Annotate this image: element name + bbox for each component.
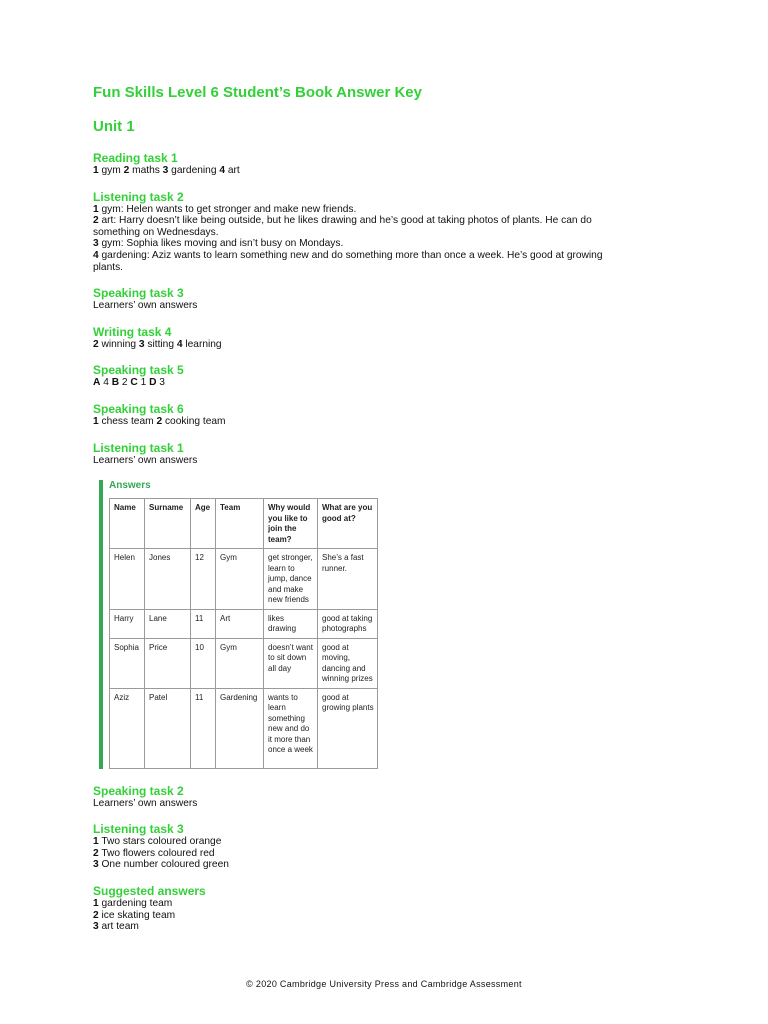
answer-line <box>93 455 653 467</box>
answer-text: gardening team <box>98 898 173 909</box>
answer-number: 2 <box>93 847 99 859</box>
answer-text: something on Wednesdays. <box>93 226 219 238</box>
task-section <box>93 326 653 351</box>
task-heading: Writing task 4 <box>93 324 172 339</box>
task-heading: Listening task 3 <box>93 822 184 837</box>
answer-number: 3 <box>138 338 145 350</box>
answer-number: 1 <box>93 415 99 427</box>
task-section <box>93 785 653 810</box>
cell-surname: Patel <box>145 688 191 768</box>
cell-team: Gym <box>216 549 264 610</box>
answer-number: 2 <box>93 215 99 227</box>
cell-why: get stronger, learn to jump, dance and make new friends <box>264 549 318 610</box>
answer-text: chess team <box>98 415 157 427</box>
answer-text: One number coloured green <box>98 859 229 871</box>
cell-good-at: She’s a fast runner. <box>318 549 378 610</box>
task-heading: Speaking task 2 <box>93 783 184 798</box>
answer-text: winning <box>98 338 139 350</box>
table-row <box>110 688 378 768</box>
answer-number: A <box>93 377 101 389</box>
answer-number: 1 <box>93 165 99 176</box>
answer-number: 3 <box>93 238 99 250</box>
answer-text: 3 <box>156 377 165 389</box>
answer-text: art <box>225 165 240 176</box>
cell-surname: Price <box>145 638 191 688</box>
answer-number: 2 <box>93 338 99 350</box>
answer-text: learning <box>182 338 222 350</box>
answer-number: 1 <box>93 203 99 215</box>
task-heading: Speaking task 3 <box>93 286 184 301</box>
answers-title: Answers <box>109 480 151 492</box>
answer-line <box>93 250 653 262</box>
answer-line <box>93 238 653 250</box>
answer-text: Learners’ own answers <box>93 300 198 312</box>
cell-good-at: good at taking photographs <box>318 609 378 638</box>
answer-line <box>93 921 653 933</box>
answer-number: 3 <box>93 921 99 933</box>
answer-text: 4 <box>100 377 112 389</box>
cell-age: 12 <box>191 549 216 610</box>
task-section <box>93 364 653 389</box>
task-section <box>93 191 653 274</box>
copyright-footer: © 2020 Cambridge University Press and Cambridge Assessment <box>246 979 522 989</box>
answer-text: 2 <box>119 377 131 389</box>
answer-number: B <box>111 377 120 389</box>
table-row <box>110 638 378 688</box>
cell-good-at: good at growing plants <box>318 688 378 768</box>
answers-table-body <box>110 549 378 769</box>
cell-name: Aziz <box>110 688 145 768</box>
task-heading: Reading task 1 <box>93 151 178 165</box>
answer-text: plants. <box>93 261 124 273</box>
answer-text: Two flowers coloured red <box>98 847 215 859</box>
answer-number: 3 <box>93 859 99 871</box>
header-name: Name <box>110 499 145 549</box>
answer-line <box>93 910 653 922</box>
task-section <box>93 287 653 312</box>
answer-text: Learners’ own answers <box>93 797 198 809</box>
answer-line <box>93 859 653 871</box>
answer-line <box>93 339 653 351</box>
answer-text: Two stars coloured orange <box>98 836 222 848</box>
answer-text: Learners’ own answers <box>93 454 198 466</box>
answer-text: cooking team <box>162 415 226 427</box>
cell-age: 10 <box>191 638 216 688</box>
cell-team: Gym <box>216 638 264 688</box>
answer-line <box>93 165 653 177</box>
answer-text: maths <box>129 165 163 176</box>
cell-name: Helen <box>110 549 145 610</box>
answer-text: gym <box>98 165 124 176</box>
answer-text: gym: Sophia likes moving and isn’t busy on Mondays. <box>98 238 344 250</box>
header-team: Team <box>216 499 264 549</box>
cell-age: 11 <box>191 688 216 768</box>
cell-good-at: good at moving, dancing and winning prizes <box>318 638 378 688</box>
answer-line <box>93 377 653 389</box>
answer-text: ice skating team <box>98 909 176 921</box>
answer-number: 3 <box>162 165 169 176</box>
sections-group-a <box>93 152 653 466</box>
answer-text: gardening <box>168 165 220 176</box>
answer-number: 2 <box>93 909 99 921</box>
answer-line <box>93 227 653 239</box>
sections-group-b <box>93 785 653 933</box>
task-section <box>93 403 653 428</box>
answers-table-box <box>99 480 389 769</box>
task-section <box>93 152 653 177</box>
answer-number: 4 <box>93 249 99 261</box>
answer-number: 4 <box>219 165 225 176</box>
answer-number: 1 <box>93 898 99 909</box>
answer-line <box>93 416 653 428</box>
answer-line <box>93 848 653 860</box>
page-title: Fun Skills Level 6 Student’s Book Answer Key <box>93 84 422 101</box>
answer-number: 1 <box>93 836 99 848</box>
answer-line <box>93 898 653 910</box>
answer-line <box>93 836 653 848</box>
cell-team: Gardening <box>216 688 264 768</box>
header-good-at: What are you good at? <box>318 499 378 549</box>
task-section <box>93 823 653 871</box>
cell-name: Sophia <box>110 638 145 688</box>
answer-number: 4 <box>176 338 183 350</box>
answer-line <box>93 798 653 810</box>
answer-line <box>93 262 653 274</box>
unit-heading: Unit 1 <box>93 118 135 135</box>
task-heading: Listening task 1 <box>93 440 184 455</box>
cell-team: Art <box>216 609 264 638</box>
cell-why: likes drawing <box>264 609 318 638</box>
answer-line <box>93 215 653 227</box>
answer-number: 2 <box>156 415 163 427</box>
task-heading: Speaking task 5 <box>93 363 184 378</box>
answer-text: 1 <box>137 377 150 389</box>
header-why: Why would you like to join the team? <box>264 499 318 549</box>
answer-text: sitting <box>144 338 177 350</box>
answer-text: gardening: Aziz wants to learn something new and do something more than once a week. He’s good at growing <box>98 249 603 261</box>
table-row <box>110 609 378 638</box>
cell-surname: Jones <box>145 549 191 610</box>
table-header-row <box>110 499 378 549</box>
answer-line <box>93 204 653 216</box>
cell-why: wants to learn something new and do it more than once a week <box>264 688 318 768</box>
task-heading: Listening task 2 <box>93 189 184 204</box>
cell-why: doesn’t want to sit down all day <box>264 638 318 688</box>
task-heading: Suggested answers <box>93 884 206 898</box>
cell-name: Harry <box>110 609 145 638</box>
table-row <box>110 549 378 610</box>
answer-number: 2 <box>123 165 130 176</box>
answer-key-page <box>93 84 653 947</box>
answer-line <box>93 300 653 312</box>
header-surname: Surname <box>145 499 191 549</box>
cell-surname: Lane <box>145 609 191 638</box>
answer-number: D <box>149 377 157 389</box>
answer-text: art: Harry doesn’t like being outside, but he likes drawing and he’s good at taking photos of plants. He can do <box>98 215 592 227</box>
cell-age: 11 <box>191 609 216 638</box>
answer-text: gym: Helen wants to get stronger and make new friends. <box>98 203 357 215</box>
task-section <box>93 442 653 467</box>
answer-number: C <box>130 377 138 389</box>
task-heading: Speaking task 6 <box>93 401 184 416</box>
answer-text: art team <box>98 921 139 933</box>
header-age: Age <box>191 499 216 549</box>
answers-table <box>109 498 378 769</box>
task-section <box>93 885 653 933</box>
